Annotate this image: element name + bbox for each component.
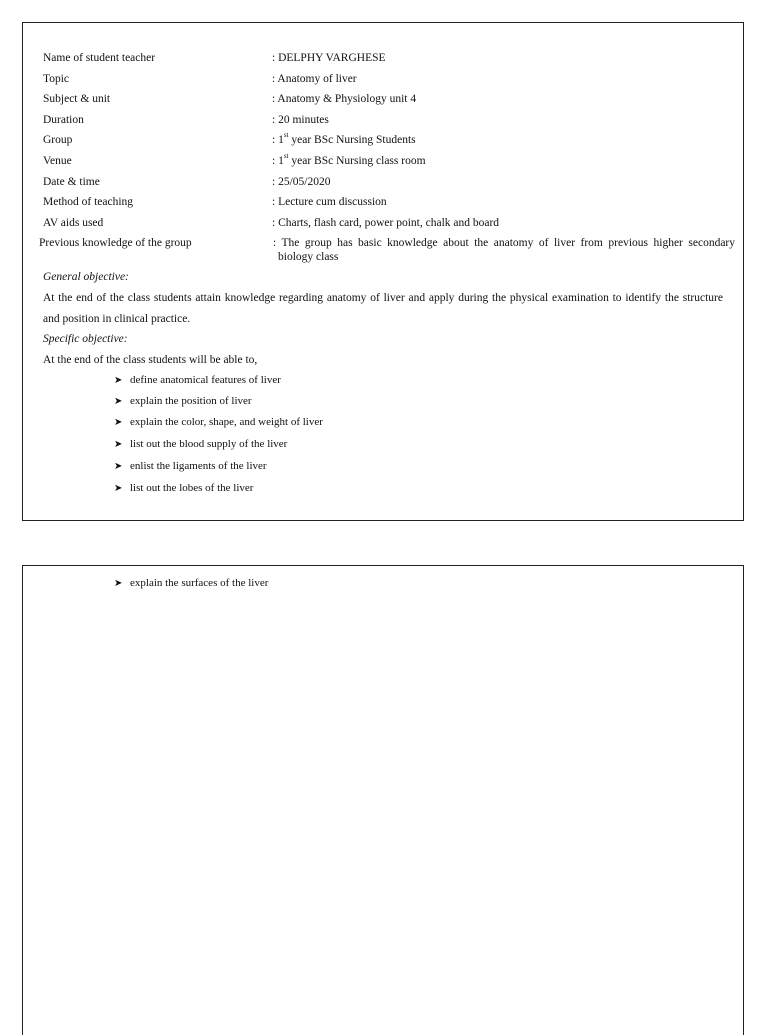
arrow-bullet-icon: ➤ xyxy=(114,417,123,428)
specific-objective-heading: Specific objective: xyxy=(43,333,128,345)
list-item: ➤ explain the color, shape, and weight of liver xyxy=(114,416,323,428)
info-value: : Anatomy & Physiology unit 4 xyxy=(272,93,417,105)
info-value: : The group has basic knowledge about the anatomy of liver from previous higher secondary xyxy=(273,237,735,249)
arrow-bullet-icon: ➤ xyxy=(114,375,123,386)
info-label: Name of student teacher xyxy=(43,52,156,64)
info-row-name xyxy=(23,51,743,71)
general-objective-text-line2: and position in clinical practice. xyxy=(43,313,191,325)
info-row-previous-knowledge xyxy=(23,236,743,266)
info-row-date xyxy=(23,175,743,195)
info-value: : Charts, flash card, power point, chalk and board xyxy=(272,217,500,229)
info-value: : 1st year BSc Nursing Students xyxy=(272,131,416,146)
info-row-group xyxy=(23,133,743,153)
info-value: : 20 minutes xyxy=(272,114,329,126)
info-value: : 1st year BSc Nursing class room xyxy=(272,152,426,167)
info-label: AV aids used xyxy=(43,217,104,229)
general-objective-text-line1: At the end of the class students attain knowledge regarding anatomy of liver and apply during the physical examination to identify the structure xyxy=(43,292,723,304)
list-item: ➤ explain the position of liver xyxy=(114,395,252,407)
info-value: : Lecture cum discussion xyxy=(272,196,387,208)
info-label: Venue xyxy=(43,155,72,167)
info-label: Method of teaching xyxy=(43,196,134,208)
document-page-1 xyxy=(22,22,744,521)
list-item: ➤ list out the blood supply of the liver xyxy=(114,438,288,450)
info-label: Topic xyxy=(43,73,70,85)
arrow-bullet-icon: ➤ xyxy=(114,439,123,450)
info-row-subject xyxy=(23,92,743,112)
list-item: ➤ define anatomical features of liver xyxy=(114,374,281,386)
info-label: Duration xyxy=(43,114,84,126)
info-label: Previous knowledge of the group xyxy=(39,237,192,249)
info-label: Subject & unit xyxy=(43,93,111,105)
info-row-topic xyxy=(23,72,743,92)
arrow-bullet-icon: ➤ xyxy=(114,461,123,472)
info-value-continued: biology class xyxy=(278,251,339,263)
info-row-duration xyxy=(23,113,743,133)
info-value: : 25/05/2020 xyxy=(272,176,331,188)
arrow-bullet-icon: ➤ xyxy=(114,483,123,494)
list-item: ➤ list out the lobes of the liver xyxy=(114,482,254,494)
info-value: : DELPHY VARGHESE xyxy=(272,52,386,64)
info-label: Group xyxy=(43,134,73,146)
info-value: : Anatomy of liver xyxy=(272,73,357,85)
info-label: Date & time xyxy=(43,176,100,188)
arrow-bullet-icon: ➤ xyxy=(114,396,123,407)
arrow-bullet-icon: ➤ xyxy=(114,578,123,589)
info-row-method xyxy=(23,195,743,215)
list-item: ➤ enlist the ligaments of the liver xyxy=(114,460,267,472)
general-objective-heading: General objective: xyxy=(43,271,129,283)
document-page-2 xyxy=(22,565,744,1035)
list-item: ➤ explain the surfaces of the liver xyxy=(114,577,269,589)
info-row-venue xyxy=(23,154,743,174)
info-row-av-aids xyxy=(23,216,743,236)
specific-objective-intro: At the end of the class students will be able to, xyxy=(43,354,258,366)
